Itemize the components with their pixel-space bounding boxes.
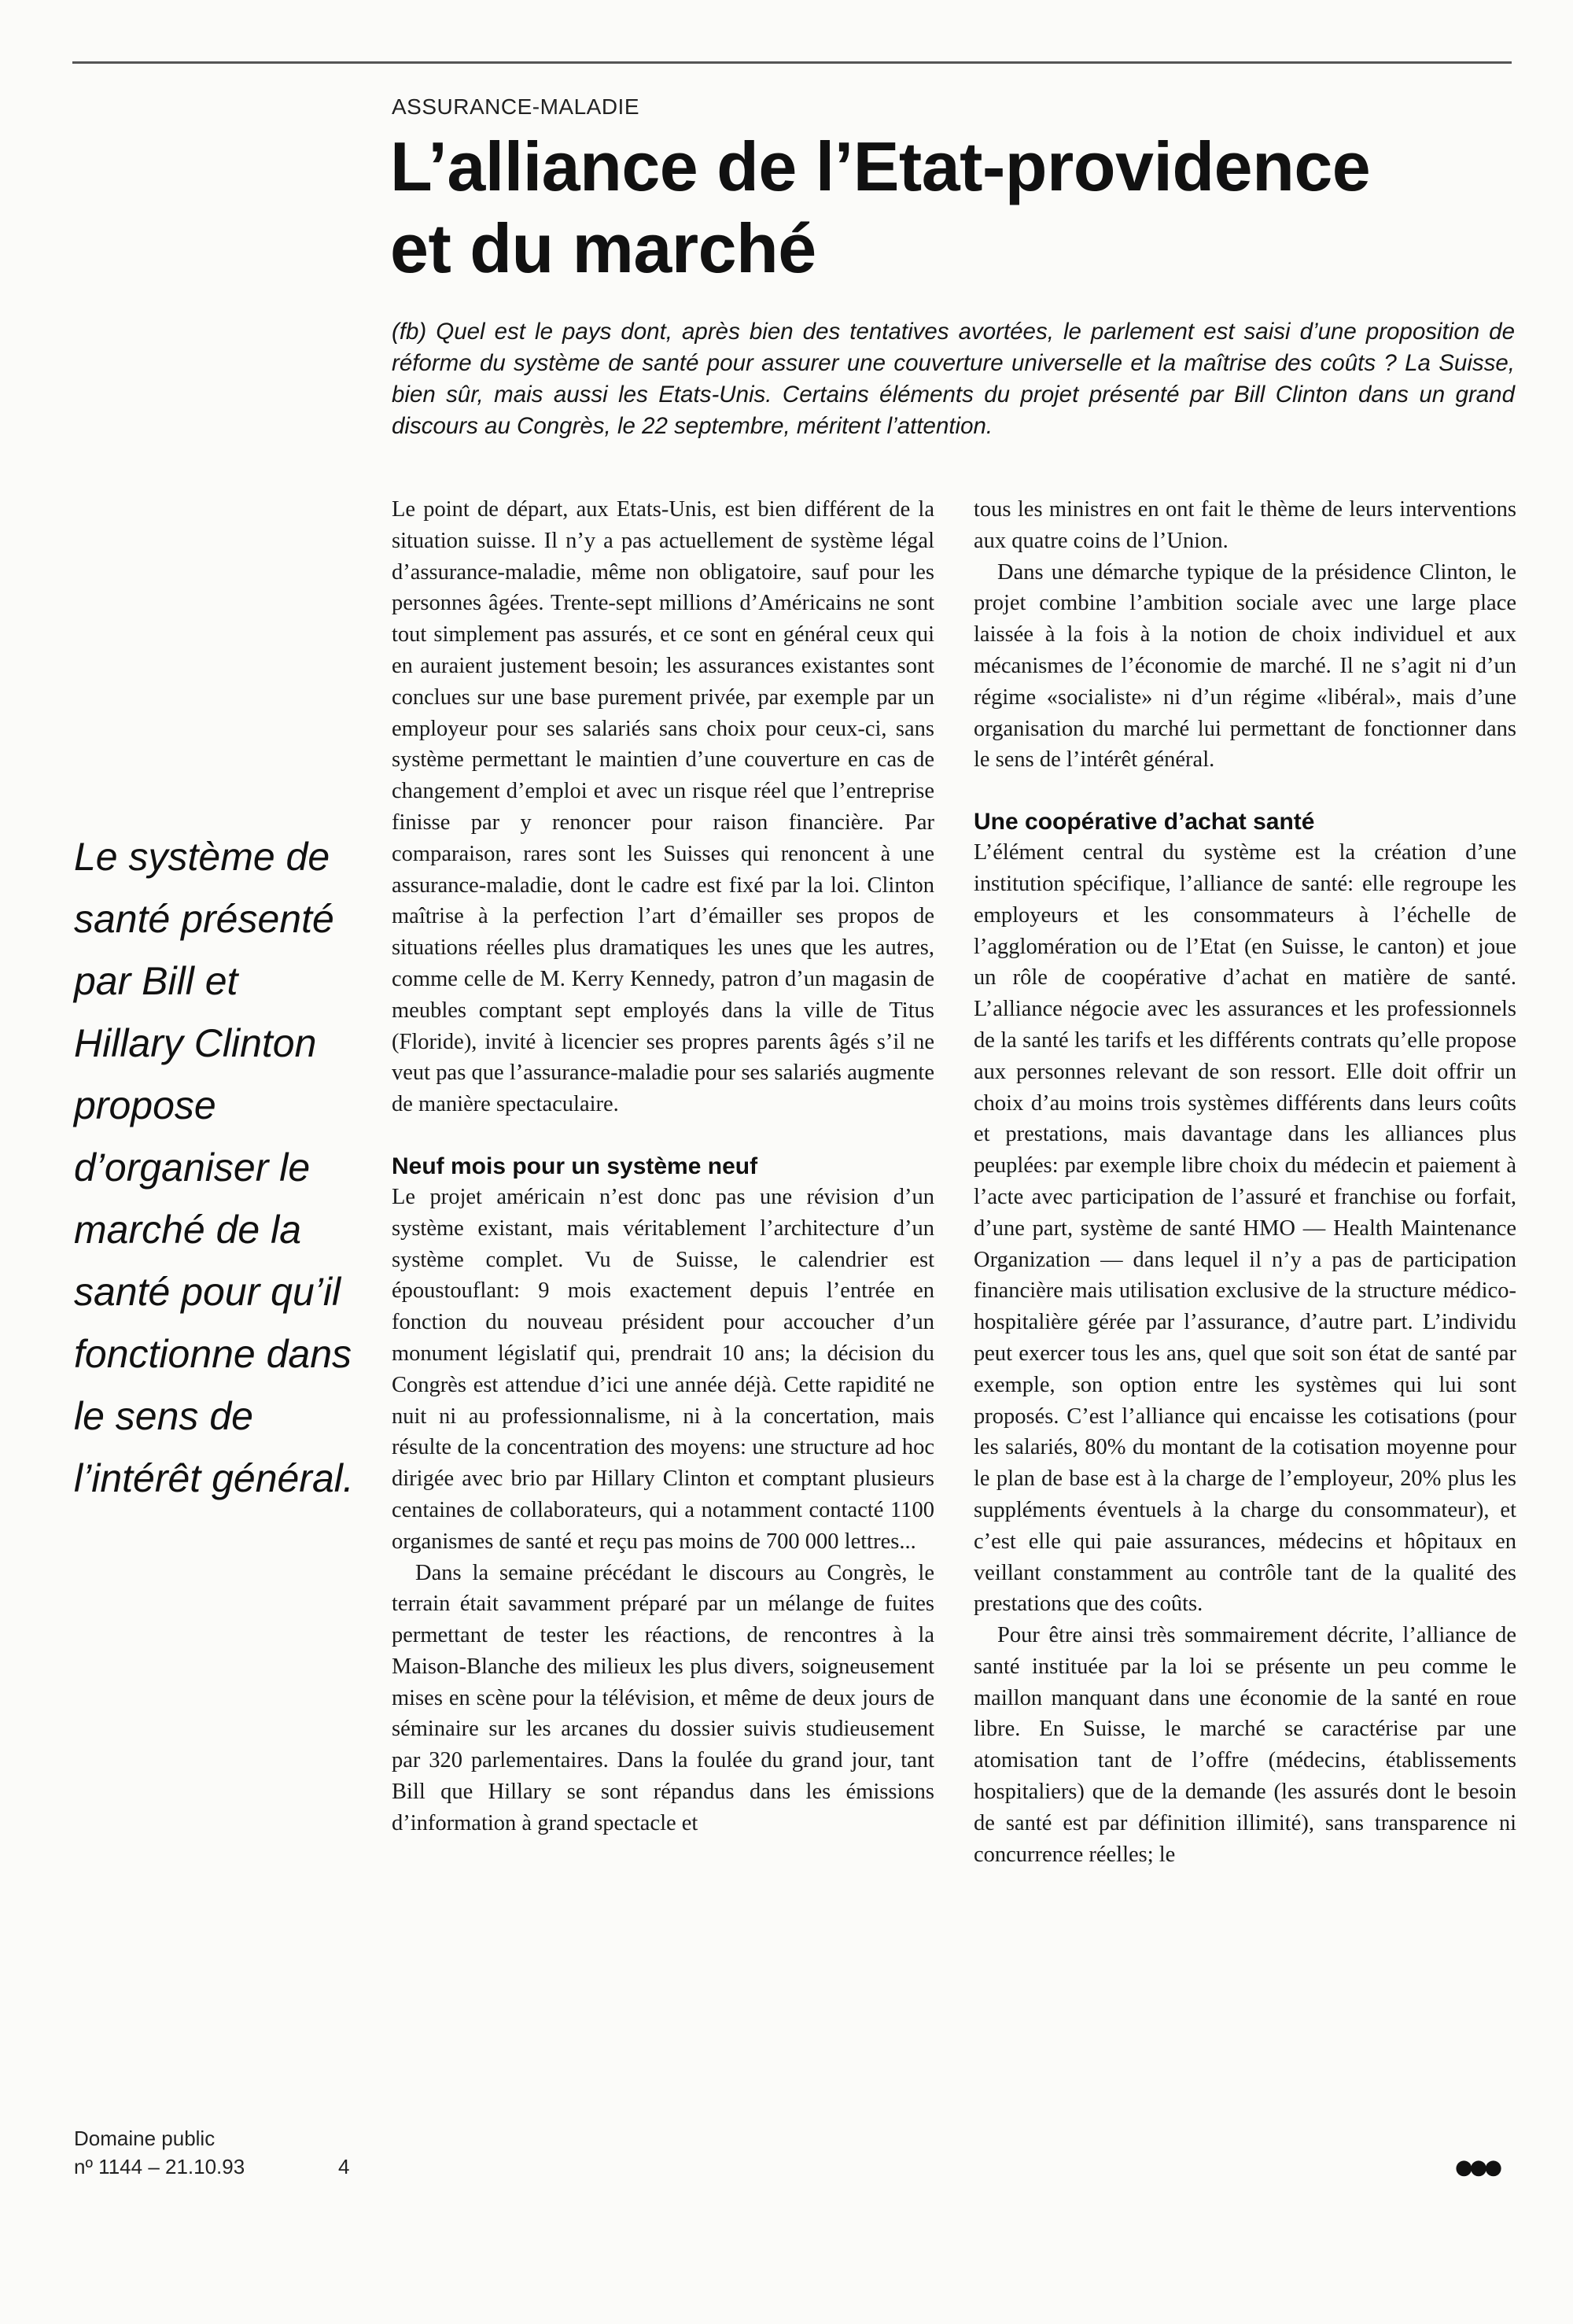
headline [390,126,1491,290]
body-column-1 [392,494,934,1839]
subheading: Neuf mois pour un système neuf [392,1153,758,1179]
publication-name: Domaine public [74,2127,216,2150]
lede-paragraph: (fb) Quel est le pays dont, après bien des tentatives avortées, le parlement est saisi d’une proposition de réforme du système de santé pour assurer une couverture universelle et la maîtrise des coûts ? La Suisse, bien sûr, mais aussi les Etats-Unis. Certains éléments du projet présenté par Bill Clinton dans un grand discours au Congrès, le 22 septembre, méritent l’attention. [392,319,1515,439]
publication-footer [74,2124,245,2181]
subheading: Une coopérative d’achat santé [974,809,1315,836]
continued-dots-icon: ●●● [1455,2156,1500,2179]
body-paragraph: tous les ministres en ont fait le thème de leurs interventions aux quatre coins de l’Union. [974,497,1516,553]
pull-quote: Le système de santé présenté par Bill et Hillary Clinton propose d’organiser le marché de la santé pour qu’il fonctionne dans le sens de l’intérêt général. [74,835,354,1500]
page-number: 4 [338,2155,350,2178]
headline-line-2: et du marché [390,209,816,287]
body-paragraph: Le point de départ, aux Etats-Unis, est bien différent de la situation suisse. Il n’y a pas actuellement de système légal d’assurance-maladie, même non obligatoire, sauf pour les personnes âgées. Trente-sept millions d’Américains ne sont tout simplement pas assurés, et ce sont en général ceux qui en auraient justement besoin; les assurances existantes sont conclues sur une base purement privée, par exemple par un employeur pour ses salariés sans choix pour ceux-ci, sans système permettant le maintien d’une couverture en cas de changement d’emploi et avec un risque réel que l’entreprise finisse par y renoncer pour raison financière. Par comparaison, rares sont les Suisses qui renoncent à une assurance-maladie, dont le cadre est fixé par la loi. Clinton maîtrise à la perfection l’art d’émailler ses propos de situations réelles plus dramatiques les unes que les autres, comme celle de M. Kerry Kennedy, patron d’un magasin de meubles comptant sept employés dans la ville de Titus (Floride), invité à licencier ses propres parents âgés s’il ne veut pas que l’assurance-maladie pour ses salariés augmente de manière spectaculaire. [392,497,934,1117]
body-paragraph: Dans la semaine précédant le discours au Congrès, le terrain était savamment préparé par un mélange de fuites permettant de tester les réactions, de rencontres à la Maison-Blanche des milieux les plus divers, soigneusement mises en scène pour la télévision, et même de deux jours de séminaire sur les arcanes du dossier suivis studieusement par 320 parlementaires. Dans la foulée du grand jour, tant Bill que Hillary se sont répandus dans les émissions d’information à grand spectacle et [392,1560,934,1835]
section-label: ASSURANCE-MALADIE [392,94,640,119]
top-rule [72,61,1512,64]
headline-line-1: L’alliance de l’Etat-providence [390,127,1371,205]
body-paragraph: Pour être ainsi très sommairement décrite, l’alliance de santé instituée par la loi se présente un peu comme le maillon manquant dans une économie de la santé en roue libre. En Suisse, le marché se caractérise par une atomisation tant de l’offre (médecins, établissements hospitaliers) que de la demande (les assurés dont le besoin de santé est par définition illimité), sans transparence ni concurrence réelles; le [974,1623,1516,1867]
issue-number: nº 1144 – 21.10.93 [74,2155,245,2178]
body-column-2 [974,494,1516,1870]
body-paragraph: Le projet américain n’est donc pas une révision d’un système existant, mais véritablement l’architecture d’un système complet. Vu de Suisse, le calendrier est époustouflant: 9 mois exactement depuis l’entrée en fonction du nouveau président pour accoucher d’un monument législatif qui, prendrait 10 ans; la décision du Congrès est attendue d’ici une année déjà. Cette rapidité ne nuit ni au professionnalisme, ni à la concertation, mais résulte de la concentration des moyens: une structure ad hoc dirigée avec brio par Hillary Clinton et comptant plusieurs centaines de collaborateurs, qui a notamment contacté 1100 organismes de santé et reçu pas moins de 700 000 lettres... [392,1184,934,1554]
body-paragraph: Dans une démarche typique de la présidence Clinton, le projet combine l’ambition sociale avec une large place laissée à la fois à la notion de choix individuel et aux mécanismes de l’économie de marché. Il ne s’agit ni d’un régime «socialiste» ni d’un régime «libéral», mais d’une organisation du marché lui permettant de fonctionner dans le sens de l’intérêt général. [974,559,1516,773]
body-paragraph: L’élément central du système est la création d’une institution spécifique, l’alliance de santé: elle regroupe les employeurs et les consommateurs à l’échelle de l’agglomération ou de l’Etat (en Suisse, le canton) et joue un rôle de coopérative d’achat en matière de santé. L’alliance négocie avec les assurances et les professionnels de la santé les tarifs et les différents contrats qu’elle propose aux personnes relevant de son ressort. Elle doit offrir un choix d’au moins trois systèmes différents dans leurs coûts et prestations, mais davantage dans les alliances plus peuplées: par exemple libre choix du médecin et paiement à l’acte avec participation de l’assuré et franchise ou forfait, d’une part, système de santé HMO — Health Maintenance Organization — dans lequel il n’y a pas de participation financière mais utilisation exclusive de la structure médico-hospitalière gérée par l’assurance, d’autre part. L’individu peut exercer tous les ans, quel que soit son état de santé par exemple, son option entre les systèmes qui lui sont proposés. C’est l’alliance qui encaisse les cotisations (pour les salariés, 80% du montant de la cotisation moyenne pour le plan de base est à la charge de l’employeur, 20% plus les suppléments éventuels à la charge du consommateur), et c’est elle qui paie assurances, médecins et hôpitaux en veillant constamment au contrôle tant de la qualité des prestations que des coûts. [974,840,1516,1617]
